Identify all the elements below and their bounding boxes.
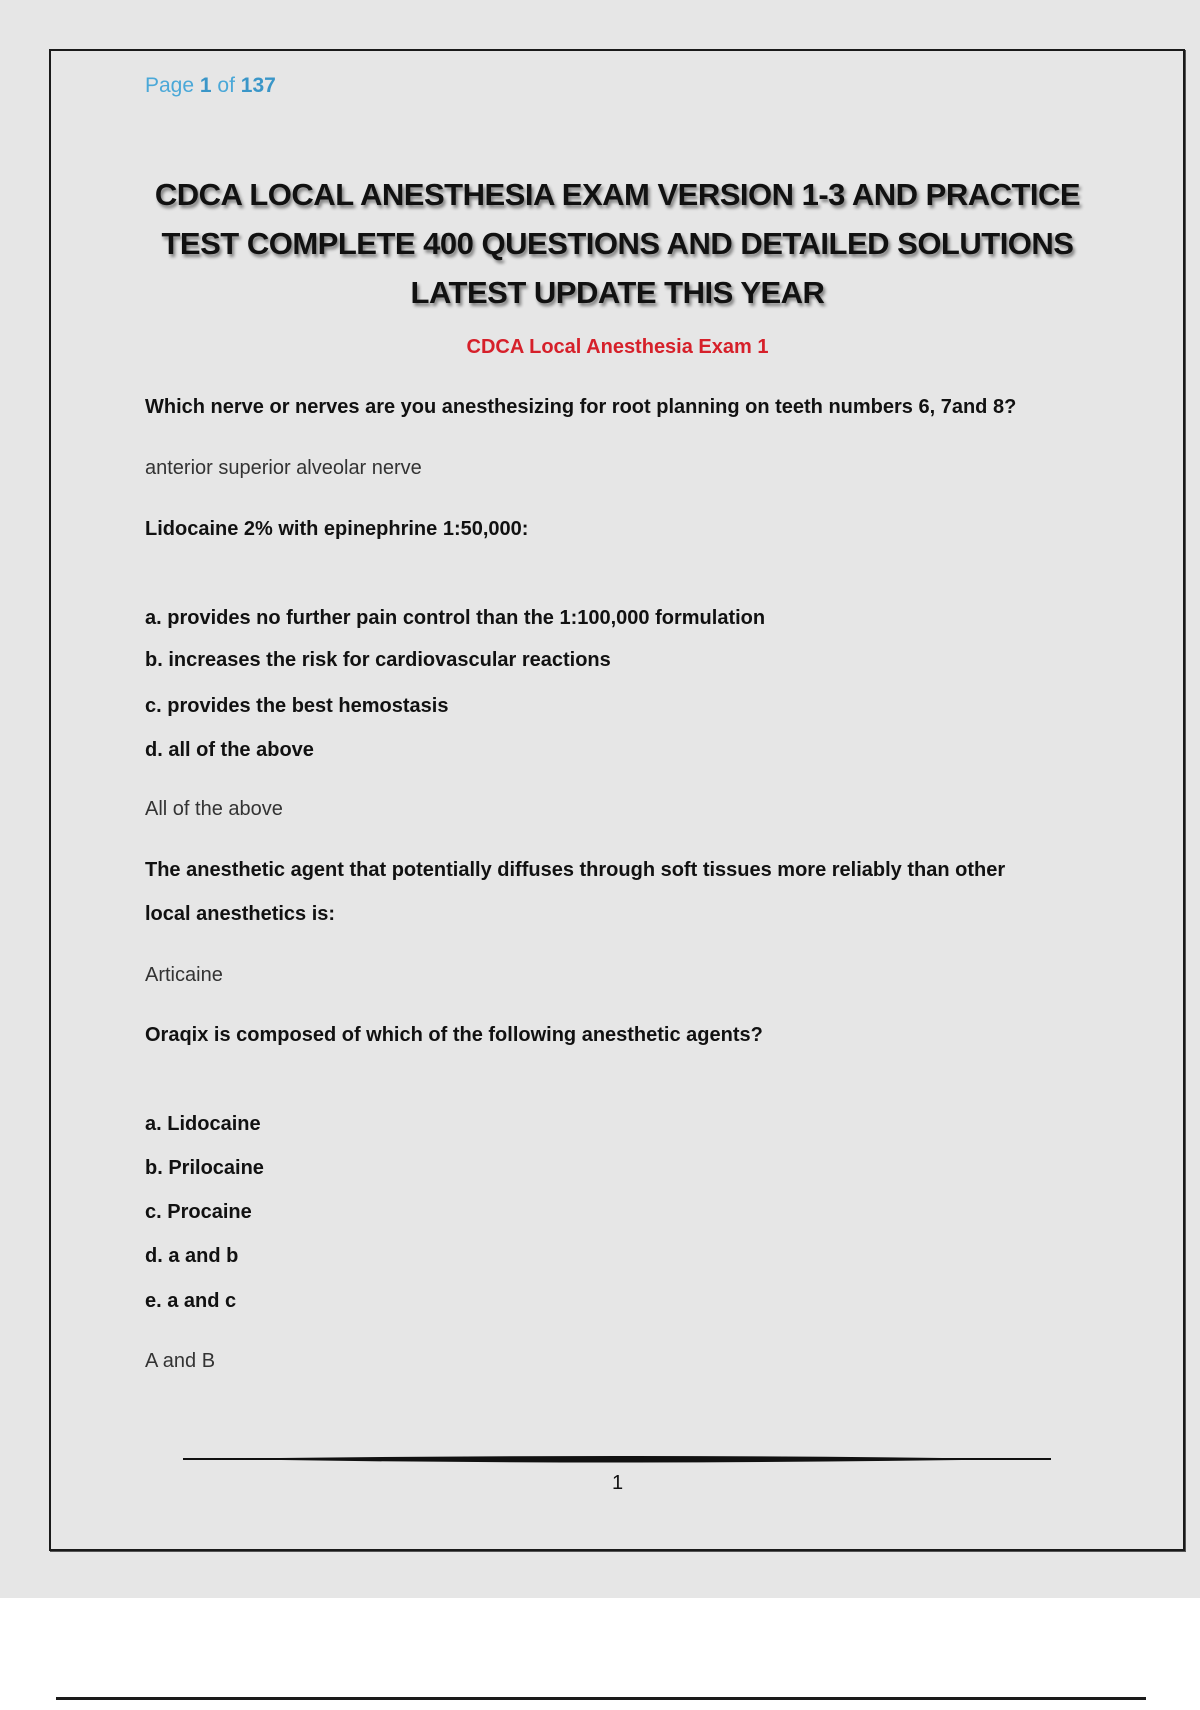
option-text: d. a and b bbox=[145, 1245, 239, 1267]
option-text: e. a and c bbox=[145, 1290, 237, 1312]
option-text: c. provides the best hemostasis bbox=[145, 695, 449, 717]
title-line: LATEST UPDATE THIS YEAR bbox=[410, 275, 825, 310]
option-text: a. provides no further pain control than the 1:100,000 formulation bbox=[145, 607, 766, 629]
answer-text: All of the above bbox=[145, 798, 283, 820]
title-line: TEST COMPLETE 400 QUESTIONS AND DETAILED SOLUTIONS bbox=[161, 226, 1074, 261]
page-current: 1 bbox=[199, 74, 212, 97]
answer-text: A and B bbox=[145, 1350, 216, 1372]
section-subtitle: CDCA Local Anesthesia Exam 1 bbox=[466, 336, 769, 358]
option-text: d. all of the above bbox=[145, 739, 314, 761]
page-total: 137 bbox=[240, 74, 276, 97]
question-text: The anesthetic agent that potentially diffuses through soft tissues more reliably than other bbox=[145, 859, 1006, 881]
answer-text: Articaine bbox=[145, 964, 223, 986]
answer-text: anterior superior alveolar nerve bbox=[145, 457, 422, 479]
page-counter-prefix: Page bbox=[145, 74, 200, 97]
footer-page-number: 1 bbox=[611, 1472, 624, 1494]
next-page-frame-edge bbox=[56, 1697, 1146, 1710]
option-text: b. increases the risk for cardiovascular reactions bbox=[145, 649, 611, 671]
page-counter bbox=[145, 74, 276, 98]
question-text: Which nerve or nerves are you anesthesizing for root planning on teeth numbers 6, 7and 8? bbox=[145, 396, 1017, 418]
page-counter-of: of bbox=[211, 74, 241, 97]
question-text: local anesthetics is: bbox=[145, 903, 336, 925]
title-line: CDCA LOCAL ANESTHESIA EXAM VERSION 1-3 AND PRACTICE bbox=[154, 177, 1081, 212]
option-text: a. Lidocaine bbox=[145, 1113, 261, 1135]
option-text: c. Procaine bbox=[145, 1201, 252, 1223]
footer-divider bbox=[183, 1456, 1051, 1464]
question-text: Lidocaine 2% with epinephrine 1:50,000: bbox=[145, 518, 529, 540]
option-text: b. Prilocaine bbox=[145, 1157, 264, 1179]
question-text: Oraqix is composed of which of the following anesthetic agents? bbox=[145, 1024, 763, 1046]
document-title bbox=[130, 170, 1105, 317]
